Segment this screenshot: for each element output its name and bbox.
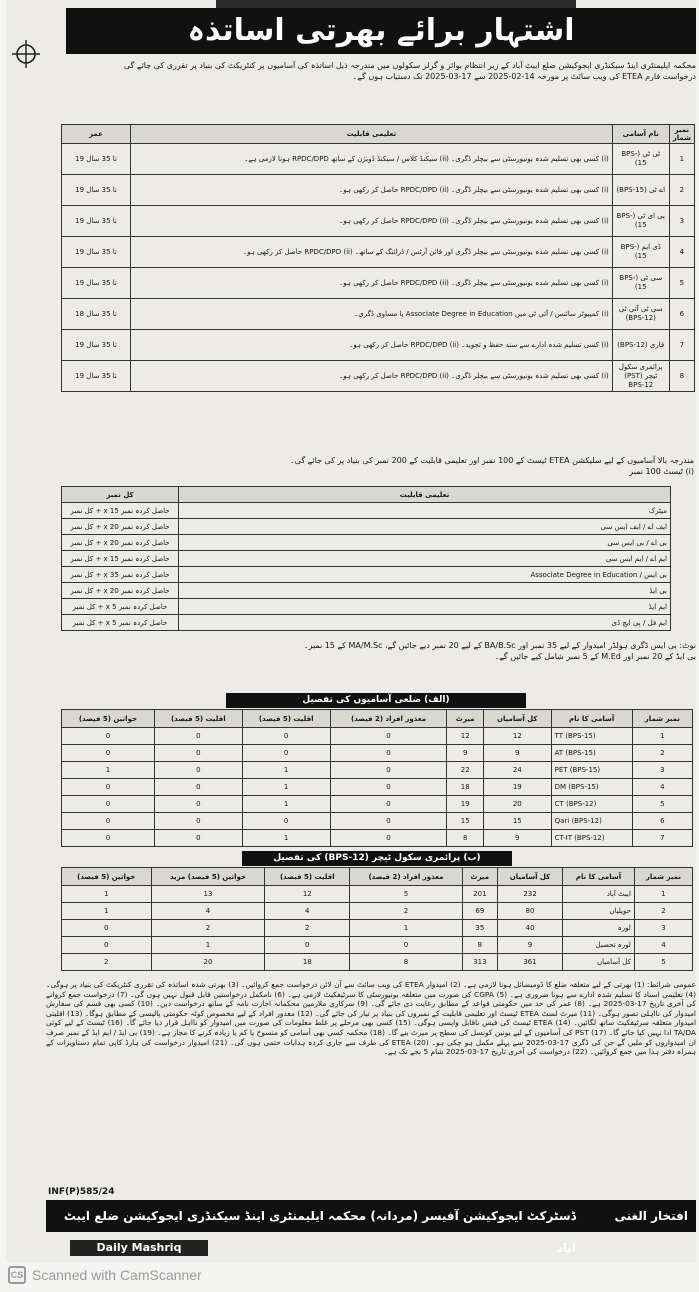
district-posts-table [61,709,693,847]
value-cell: 0 [330,813,447,830]
value-cell: 20 [151,954,265,971]
table-row [62,599,671,615]
value-cell: 9 [483,830,551,847]
value-cell: 1 [62,903,152,920]
post-name-cell: ایبٹ آباد [563,886,635,903]
marks-cell: حاصل کردہ نمبر x 20 ÷ کل نمبر [62,583,179,599]
qualification-cell: (i) کسی بھی تسلیم شدہ یونیورسٹی سے بیچلر ڈگری۔ (ii) RPDC/DPD حاصل کر رکھی ہو۔ [131,361,613,392]
value-cell: 40 [497,920,562,937]
table-row [62,567,671,583]
value-cell: 1 [350,920,463,937]
value-cell: 0 [62,830,155,847]
marks-note-2: بی ایڈ کے 20 نمبر اور M.Ed کے 5 نمبر شامل کیے جائیں گے۔ [494,652,696,661]
num-cell: 6 [669,299,694,330]
intro-line-1: محکمہ ایلیمنٹری اینڈ سیکنڈری ایجوکیشن ضلع ایبٹ آباد کے زیر انتظام بوائز و گرلز سکولوں میں مندرجہ ذیل اساتذہ کی آسامیوں پر کنٹریکٹ کی بنیاد پر تقرری کی جائے گی [123,61,696,70]
value-cell: 15 [447,813,483,830]
col-marks: کل نمبر [62,487,179,503]
value-cell: 2 [151,920,265,937]
value-cell: 12 [265,886,350,903]
column-header: نمبر شمار [632,710,692,728]
value-cell: 0 [62,813,155,830]
num-cell: 5 [669,268,694,299]
marks-table [61,486,671,631]
value-cell: 1 [242,830,330,847]
qualification-cell: (i) کسی بھی تسلیم شدہ یونیورسٹی سے بیچلر ڈگری۔ (ii) RPDC/DPD حاصل کر رکھی ہو۔ [131,268,613,299]
column-header: آسامی کا نام [563,868,635,886]
age-cell: 19 تا 35 سال [62,361,131,392]
value-cell: 5 [350,886,463,903]
value-cell: 8 [350,954,463,971]
intro-text [46,60,696,82]
column-header: خواتین (5 فیصد) [62,710,155,728]
value-cell: 19 [483,779,551,796]
age-cell: 18 تا 35 سال [62,299,131,330]
post-cell: قاری (BPS-12) [612,330,669,361]
value-cell: 4 [265,903,350,920]
column-header: معذور افراد (2 فیصد) [330,710,447,728]
value-cell: 20 [483,796,551,813]
table-row [62,330,695,361]
degree-cell: بی ایڈ [179,583,671,599]
selection-notes [66,455,694,477]
value-cell: 9 [483,745,551,762]
table-row [62,175,695,206]
marks-cell: حاصل کردہ نمبر x 5 ÷ کل نمبر [62,615,179,631]
qualification-cell: (i) کسی بھی تسلیم شدہ یونیورسٹی سے بیچلر ڈگری۔ (ii) سیکنڈ کلاس / سیکنڈ ڈویژن کے ساتھ RPDC/DPD ہونا لازمی ہے۔ [131,144,613,175]
age-cell: 19 تا 35 سال [62,206,131,237]
value-cell: 0 [154,830,242,847]
num-cell: 8 [669,361,694,392]
age-cell: 19 تا 35 سال [62,144,131,175]
age-cell: 19 تا 35 سال [62,268,131,299]
degree-cell: میٹرک [179,503,671,519]
table-row [62,361,695,392]
value-cell: 13 [151,886,265,903]
top-strip [216,0,576,8]
table-row [62,237,695,268]
value-cell: 18 [447,779,483,796]
general-conditions: عمومی شرائط: (1) بھرتی کے لیے متعلقہ ضلع کا ڈومیسائل ہونا لازمی ہے۔ (2) امیدوار ETEA کی ویب سائٹ سے آن لائن درخواست جمع کروائیں۔ (3) بھرتی شدہ اساتذہ کی تقرری کنٹریکٹ کی بنیاد پر ہوگی۔ (4) تعلیمی اسناد کا تسلیم شدہ ادارے سے ہونا ضروری ہے۔ (5) CGPA کی صورت میں متعلقہ یونیورسٹی کا سرٹیفکیٹ لازمی ہے۔ (6) نامکمل درخواستیں قابل قبول نہیں ہوں گی۔ (7) درخواست جمع کروانے کی آخری تاریخ 17-03-2025 ہے۔ (8) عمر کی حد میں حکومتی قواعد کے مطابق رعایت دی جائے گی۔ (9) سرکاری ملازمین محکمانہ اجازت نامہ کے ساتھ درخواست دیں۔ (10) کسی بھی قسم کی سفارش امیدوار کی نااہلی تصور ہوگی۔ (11) میرٹ لسٹ ETEA ٹیسٹ اور تعلیمی قابلیت کے نمبروں کی بنیاد پر تیار کی جائے گی۔ (12) معذور افراد کے لیے مخصوص کوٹہ حکومتی پالیسی کے مطابق ہوگا۔ (13) اقلیتی امیدوار متعلقہ سرٹیفکیٹ ساتھ لگائیں۔ (14) ETEA ٹیسٹ کی فیس ناقابل واپسی ہوگی۔ (15) کسی بھی مرحلے پر غلط معلومات کی صورت میں امیدوار کو نااہل قرار دیا جائے گا۔ (16) ٹیسٹ کے لیے کوئی TA/DA ادا نہیں کیا جائے گا۔ (17) PST کی آسامیوں کے لیے یونین کونسل کی سطح پر میرٹ بنے گا۔ (18) محکمہ کسی بھی آسامی کو منسوخ یا کم یا زیادہ کرنے کا مجاز ہے۔ (19) بی ایڈ / ایم ایڈ کے نمبر صرف ان امیدواروں کو ملیں گے جن کی ڈگری 17-03-2025 سے پہلے مکمل ہو چکی ہو۔ (20) ETEA کی طرف سے جاری کردہ ہدایات حتمی ہوں گی۔ (21) امیدوار درخواست کی ہارڈ کاپی تمام دستاویزات کے ہمراہ دفتر ہذا میں جمع کروائیں۔ (22) درخواست کی آخری تاریخ 17-03-2025 شام 5 بجے تک ہے۔ [46,980,697,1057]
column-header: اقلیت (5 فیصد) [154,710,242,728]
degree-cell: ایم اے / ایم ایس سی [179,551,671,567]
degree-cell: بی ایس / Associate Degree in Education [179,567,671,583]
marks-cell: حاصل کردہ نمبر x 20 ÷ کل نمبر [62,535,179,551]
col-age: عمر [62,125,131,144]
degree-cell: بی اے / بی ایس سی [179,535,671,551]
qualification-cell: (i) کسی بھی تسلیم شدہ یونیورسٹی سے بیچلر ڈگری اور فائن آرٹس / ڈرائنگ کے ساتھ۔ (ii) RPDC/DPD حاصل کر رکھی ہو۔ [131,237,613,268]
newspaper-clipping [6,0,696,1262]
col-degree: تعلیمی قابلیت [179,487,671,503]
camscanner-logo-icon: CS [8,1266,26,1284]
value-cell: 0 [62,745,155,762]
value-cell: 0 [350,937,463,954]
value-cell: 5 [634,954,692,971]
table-row [62,583,671,599]
marks-cell: حاصل کردہ نمبر x 15 ÷ کل نمبر [62,551,179,567]
value-cell: 0 [62,728,155,745]
column-header: خواتین (5 فیصد) [62,868,152,886]
column-header: اقلیت (5 فیصد) [265,868,350,886]
signatory-name: افتخار الغنی [614,1209,688,1223]
value-cell: 3 [632,762,692,779]
value-cell: 0 [154,745,242,762]
num-cell: 1 [669,144,694,175]
value-cell: 8 [462,937,497,954]
value-cell: 4 [634,937,692,954]
degree-cell: ایم ایڈ [179,599,671,615]
post-cell: ٹی ٹی (BPS-15) [612,144,669,175]
value-cell: 80 [497,903,562,920]
post-cell: سی ٹی آئی ٹی (BPS-12) [612,299,669,330]
marks-cell: حاصل کردہ نمبر x 20 ÷ کل نمبر [62,519,179,535]
value-cell: 1 [151,937,265,954]
post-name-cell: حویلیاں [563,903,635,920]
selection-note-1: مندرجہ بالا آسامیوں کے لیے سلیکشن ETEA ٹیسٹ کے 100 نمبر اور تعلیمی قابلیت کے 200 نمبر کی بنیاد پر کی جائے گی۔ [289,456,694,465]
value-cell: 0 [154,779,242,796]
column-header: کل آسامیاں [497,868,562,886]
post-name-cell: CT-IT (BPS-12) [551,830,632,847]
value-cell: 0 [62,779,155,796]
value-cell: 0 [330,762,447,779]
table-row [62,519,671,535]
marks-cell: حاصل کردہ نمبر x 35 ÷ کل نمبر [62,567,179,583]
selection-note-2: (i) ٹیسٹ 100 نمبر [629,467,694,476]
marks-notes [46,640,696,662]
table-row [62,206,695,237]
degree-cell: ایم فل / پی ایچ ڈی [179,615,671,631]
value-cell: 15 [483,813,551,830]
table-row [62,920,693,937]
value-cell: 22 [447,762,483,779]
num-cell: 3 [669,206,694,237]
issuing-office: ڈسٹرکٹ ایجوکیشن آفیسر (مردانہ) محکمہ ایلیمنٹری اینڈ سیکنڈری ایجوکیشن ضلع ایبٹ آباد [63,1209,576,1255]
post-name-cell: TT (BPS-15) [551,728,632,745]
value-cell: 2 [350,903,463,920]
column-header: میرٹ [447,710,483,728]
advertisement-title: اشتہار برائے بھرتی اساتذہ [66,8,696,54]
post-name-cell: لورہ [563,920,635,937]
pst-posts-banner: (ب) پرائمری سکول ٹیچر (BPS-12) کی تفصیل [242,851,512,866]
table-row [62,299,695,330]
post-cell: سی ٹی (BPS-15) [612,268,669,299]
qualification-table [61,124,695,392]
value-cell: 0 [330,830,447,847]
value-cell: 0 [62,920,152,937]
column-header: خواتین (5 فیصد) مزید [151,868,265,886]
value-cell: 2 [632,745,692,762]
value-cell: 1 [242,762,330,779]
column-header: آسامی کا نام [551,710,632,728]
value-cell: 1 [242,796,330,813]
num-cell: 7 [669,330,694,361]
column-header: معذور افراد (2 فیصد) [350,868,463,886]
age-cell: 19 تا 35 سال [62,237,131,268]
table-row [62,954,693,971]
post-name-cell: Qari (BPS-12) [551,813,632,830]
value-cell: 35 [462,920,497,937]
value-cell: 0 [62,796,155,813]
post-name-cell: کل آسامیاں [563,954,635,971]
value-cell: 8 [447,830,483,847]
post-name-cell: لورہ تحصیل [563,937,635,954]
table-row [62,903,693,920]
value-cell: 1 [242,779,330,796]
value-cell: 12 [447,728,483,745]
value-cell: 313 [462,954,497,971]
value-cell: 361 [497,954,562,971]
value-cell: 0 [330,779,447,796]
value-cell: 19 [447,796,483,813]
value-cell: 232 [497,886,562,903]
table-row [62,535,671,551]
value-cell: 4 [632,779,692,796]
value-cell: 0 [242,745,330,762]
table-row [62,796,693,813]
table-row [62,144,695,175]
table-row [62,615,671,631]
col-qualification: تعلیمی قابلیت [131,125,613,144]
value-cell: 4 [151,903,265,920]
post-cell: اے ٹی (BPS-15) [612,175,669,206]
value-cell: 0 [154,762,242,779]
qualification-cell: (i) کسی بھی تسلیم شدہ یونیورسٹی سے بیچلر ڈگری۔ (ii) RPDC/DPD حاصل کر رکھی ہو۔ [131,206,613,237]
value-cell: 3 [634,920,692,937]
post-cell: پرائمری سکول ٹیچر (PST) BPS-12 [612,361,669,392]
marks-cell: حاصل کردہ نمبر x 15 ÷ کل نمبر [62,503,179,519]
table-row [62,886,693,903]
value-cell: 6 [632,813,692,830]
crosshair-icon [12,40,40,68]
table-row [62,830,693,847]
value-cell: 0 [330,796,447,813]
inf-number: INF(P)585/24 [48,1187,115,1197]
qualification-cell: (i) کسی بھی تسلیم شدہ یونیورسٹی سے بیچلر ڈگری۔ (ii) RPDC/DPD حاصل کر رکھی ہو۔ [131,175,613,206]
value-cell: 1 [634,886,692,903]
num-cell: 2 [669,175,694,206]
column-header: نمبر شمار [634,868,692,886]
marks-note-1: نوٹ: بی ایس ڈگری ہولڈر امیدوار کے لیے 35 نمبر اور BA/B.Sc کے لیے 20 نمبر دیے جائیں گے، MA/M.Sc کے 15 نمبر۔ [303,641,696,650]
post-cell: ڈی ایم (BPS-15) [612,237,669,268]
pst-posts-table [61,867,693,971]
column-header: اقلیت (5 فیصد) [242,710,330,728]
value-cell: 0 [154,813,242,830]
value-cell: 0 [154,796,242,813]
district-posts-banner: (الف) ضلعی آسامیوں کی تفصیل [226,693,526,708]
newspaper-name: Daily Mashriq [70,1240,208,1256]
column-header: میرٹ [462,868,497,886]
table-row [62,503,671,519]
value-cell: 9 [497,937,562,954]
num-cell: 4 [669,237,694,268]
value-cell: 5 [632,796,692,813]
post-name-cell: DM (BPS-15) [551,779,632,796]
value-cell: 9 [447,745,483,762]
degree-cell: ایف اے / ایف ایس سی [179,519,671,535]
col-post: نام آسامی [612,125,669,144]
value-cell: 1 [632,728,692,745]
qualification-cell: (i) کسی تسلیم شدہ ادارے سے سند حفظ و تجوید۔ (ii) RPDC/DPD حاصل کر رکھی ہو۔ [131,330,613,361]
table-row [62,745,693,762]
value-cell: 0 [62,937,152,954]
table-row [62,728,693,745]
value-cell: 0 [265,937,350,954]
qualification-cell: (i) کمپیوٹر سائنس / آئی ٹی میں Associate Degree in Education یا مساوی ڈگری۔ [131,299,613,330]
post-name-cell: AT (BPS-15) [551,745,632,762]
age-cell: 19 تا 35 سال [62,175,131,206]
value-cell: 2 [634,903,692,920]
table-row [62,779,693,796]
value-cell: 2 [62,954,152,971]
value-cell: 1 [62,762,155,779]
value-cell: 0 [154,728,242,745]
table-row [62,268,695,299]
value-cell: 201 [462,886,497,903]
table-row [62,937,693,954]
value-cell: 7 [632,830,692,847]
post-name-cell: PET (BPS-15) [551,762,632,779]
value-cell: 2 [265,920,350,937]
marks-cell: حاصل کردہ نمبر x 5 ÷ کل نمبر [62,599,179,615]
value-cell: 1 [62,886,152,903]
value-cell: 18 [265,954,350,971]
scanner-watermark [8,1266,202,1284]
column-header: کل آسامیاں [483,710,551,728]
post-name-cell: CT (BPS-12) [551,796,632,813]
value-cell: 0 [330,745,447,762]
age-cell: 19 تا 35 سال [62,330,131,361]
value-cell: 12 [483,728,551,745]
table-row [62,551,671,567]
scanner-label: Scanned with CamScanner [32,1267,202,1283]
post-cell: پی ای ٹی (BPS-15) [612,206,669,237]
value-cell: 0 [330,728,447,745]
value-cell: 0 [242,813,330,830]
value-cell: 0 [242,728,330,745]
value-cell: 69 [462,903,497,920]
col-num: نمبر شمار [669,125,694,144]
value-cell: 24 [483,762,551,779]
table-row [62,813,693,830]
table-row [62,762,693,779]
intro-line-2: درخواست فارم ETEA کی ویب سائٹ پر مورخہ 14-02-2025 سے 17-03-2025 تک دستیاب ہوں گے۔ [352,72,696,81]
